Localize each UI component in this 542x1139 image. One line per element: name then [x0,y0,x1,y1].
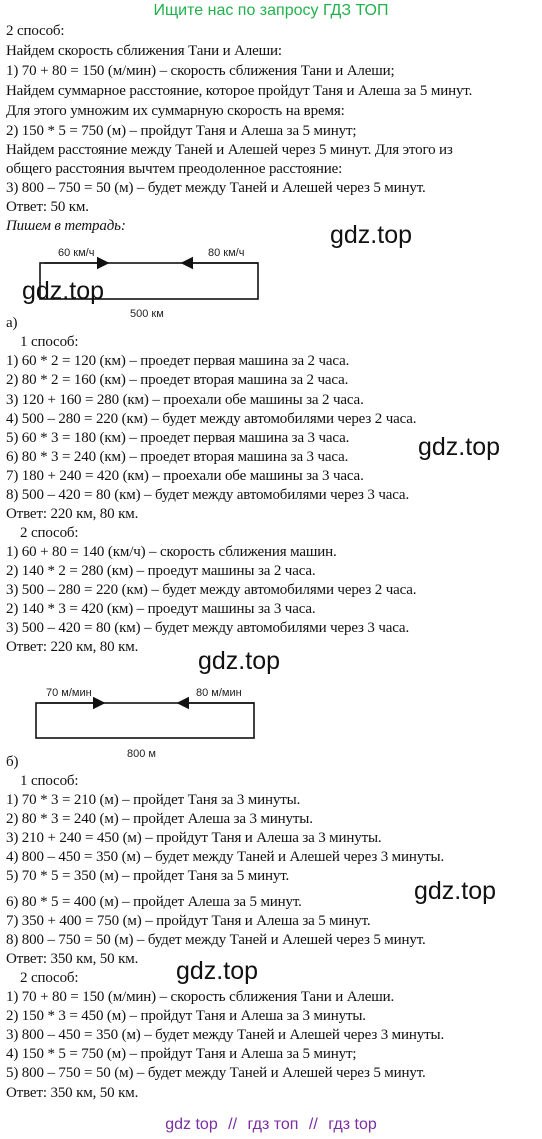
text-line: 8) 800 – 750 = 50 (м) – будет между Таней и Алешей через 5 минут. [6,932,426,948]
watermark: gdz.top [22,277,105,305]
text-line: 3) 800 – 750 = 50 (м) – будет между Таней и Алешей через 5 минут. [6,180,426,196]
footer-link-gdz-top-mixed[interactable]: гдз top [328,1116,377,1133]
method-title: 1 способ: [20,334,79,350]
watermark: gdz.top [176,957,259,985]
text-line: Найдем суммарное расстояние, которое пройдут Таня и Алеша за 5 минут. [6,83,473,99]
watermark: gdz.top [418,433,501,461]
answer-line: Ответ: 220 км, 80 км. [6,639,139,655]
text-line: 6) 80 * 3 = 240 (км) – проедет вторая машина за 3 часа. [6,449,349,465]
text-line: Найдем расстояние между Таней и Алешей через 5 минут. Для этого из [6,142,453,158]
text-line: Для этого умножим их суммарную скорость на время: [6,103,345,119]
answer-line: Ответ: 220 км, 80 км. [6,506,139,522]
method-title: 2 способ: [20,525,79,541]
text-line: Найдем скорость сближения Тани и Алеши: [6,43,282,59]
text-line: 2) 80 * 3 = 240 (м) – пройдет Алеша за 3 минуты. [6,811,313,827]
footer-link-gdz-top-ru[interactable]: гдз топ [247,1116,299,1133]
text-line: 3) 120 + 160 = 280 (км) – проехали обе машины за 2 часа. [6,392,364,408]
text-line: 6) 80 * 5 = 400 (м) – пройдет Алеша за 5 минут. [6,894,302,910]
answer-line: Ответ: 50 км. [6,199,89,215]
footer-separator: // [308,1116,318,1133]
diagram-b [0,676,280,762]
footer-separator: // [228,1116,238,1133]
diagram-a-right-speed: 80 км/ч [208,247,245,259]
text-line: 5) 70 * 5 = 350 (м) – пройдет Таня за 5 минут. [6,868,290,884]
text-line: 8) 500 – 420 = 80 (км) – будет между автомобилями через 3 часа. [6,487,410,503]
diagram-b-right-speed: 80 м/мин [196,687,242,699]
footer-links [0,1114,542,1136]
footer-link-gdz-top[interactable]: gdz top [165,1116,218,1133]
text-line: 4) 150 * 5 = 750 (м) – пройдут Таня и Алеша за 5 минут; [6,1046,357,1062]
text-line: 7) 180 + 240 = 420 (км) – проехали обе машины за 3 часа. [6,468,364,484]
answer-line: Ответ: 350 км, 50 км. [6,951,139,967]
text-line: 1) 70 + 80 = 150 (м/мин) – скорость сближения Тани и Алеши. [6,989,395,1005]
text-line: 2) 150 * 5 = 750 (м) – пройдут Таня и Алеша за 5 минут; [6,123,357,139]
text-line: 3) 210 + 240 = 450 (м) – пройдут Таня и Алеша за 3 минуты. [6,830,382,846]
answer-line: Ответ: 350 км, 50 км. [6,1085,139,1101]
part-a-label: а) [6,315,18,331]
watermark: gdz.top [198,647,281,675]
text-line: 2) 80 * 2 = 160 (км) – проедет вторая машина за 2 часа. [6,372,349,388]
diagram-b-distance: 800 м [127,748,156,760]
text-line: 3) 500 – 420 = 80 (км) – будет между автомобилями через 3 часа. [6,620,410,636]
text-line: 2 способ: [6,23,65,39]
part-b-label: б) [6,754,19,770]
text-line: 1) 60 + 80 = 140 (км/ч) – скорость сближения машин. [6,544,337,560]
diagram-b-left-speed: 70 м/мин [46,687,92,699]
text-line: 1) 70 * 3 = 210 (м) – пройдет Таня за 3 минуты. [6,792,301,808]
method-title: 1 способ: [20,773,79,789]
text-line: 2) 140 * 3 = 420 (км) – проедут машины за 3 часа. [6,601,316,617]
diagram-a-left-speed: 60 км/ч [58,247,95,259]
watermark: gdz.top [330,221,413,249]
text-line: 7) 350 + 400 = 750 (м) – пройдут Таня и Алеша за 5 минут. [6,913,371,929]
text-line: 3) 800 – 450 = 350 (м) – будет между Таней и Алешей через 3 минуты. [6,1027,445,1043]
text-line: 3) 500 – 280 = 220 (км) – будет между автомобилями через 2 часа. [6,582,417,598]
search-hint-banner: Ищите нас по запросу ГДЗ ТОП [153,2,389,19]
text-line: общего расстояния вычтем преодоленное расстояние: [6,161,343,177]
text-line: 4) 800 – 450 = 350 (м) – будет между Таней и Алешей через 3 минуты. [6,849,445,865]
watermark: gdz.top [414,877,497,905]
notebook-label: Пишем в тетрадь: [6,218,126,234]
text-line: 4) 500 – 280 = 220 (км) – будет между автомобилями через 2 часа. [6,411,417,427]
text-line: 5) 800 – 750 = 50 (м) – будет между Таней и Алешей через 5 минут. [6,1065,426,1081]
text-line: 2) 150 * 3 = 450 (м) – пройдут Таня и Алеша за 3 минуты. [6,1008,366,1024]
diagram-a-distance: 500 км [130,308,164,320]
text-line: 5) 60 * 3 = 180 (км) – проедет первая машина за 3 часа. [6,430,350,446]
text-line: 2) 140 * 2 = 280 (км) – проедут машины за 2 часа. [6,563,316,579]
text-line: 1) 60 * 2 = 120 (км) – проедет первая машина за 2 часа. [6,353,350,369]
method-title: 2 способ: [20,970,79,986]
text-line: 1) 70 + 80 = 150 (м/мин) – скорость сближения Тани и Алеши; [6,63,395,79]
